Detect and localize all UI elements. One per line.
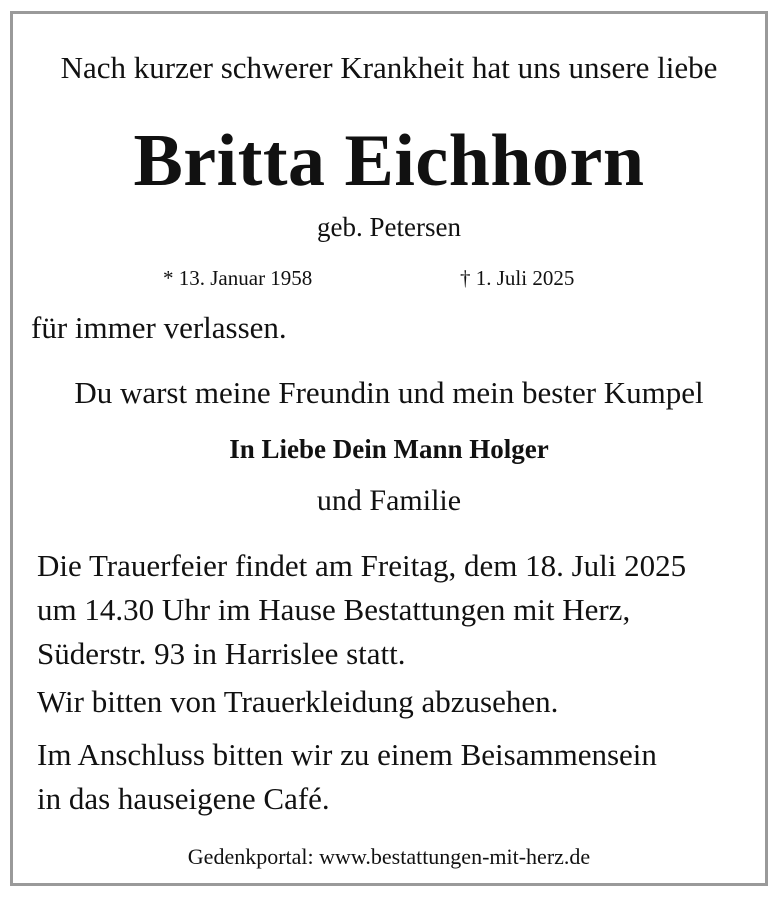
gathering-line: Im Anschluss bitten wir zu einem Beisammensein (37, 737, 657, 772)
funeral-line: Die Trauerfeier findet am Freitag, dem 18. Juli 2025 (37, 548, 687, 583)
funeral-line: um 14.30 Uhr im Hause Bestattungen mit Herz, (37, 592, 631, 627)
dedication-text: Du warst meine Freundin und mein bester Kumpel (74, 375, 704, 410)
maiden-name: geb. Petersen (317, 212, 461, 242)
gathering-line: in das hauseigene Café. (37, 781, 330, 816)
gathering-info (37, 733, 657, 821)
funeral-info (37, 544, 686, 676)
no-mourning-clothes-text (37, 680, 558, 724)
memorial-portal-link: Gedenkportal: www.bestattungen-mit-herz.de (187, 844, 591, 869)
death-date: † 1. Juli 2025 (460, 266, 575, 290)
intro-text: Nach kurzer schwerer Krankheit hat uns unsere liebe (60, 50, 718, 85)
funeral-line: Süderstr. 93 in Harrislee statt. (37, 636, 406, 671)
left-forever-text: für immer verlassen. (31, 310, 287, 345)
deceased-name: Britta Eichhorn (133, 120, 645, 202)
birth-date: * 13. Januar 1958 (163, 266, 313, 290)
obituary-notice (10, 11, 768, 886)
no-mourning-line: Wir bitten von Trauerkleidung abzusehen. (37, 684, 559, 719)
signature-text: In Liebe Dein Mann Holger (229, 434, 549, 464)
family-text: und Familie (316, 484, 462, 517)
